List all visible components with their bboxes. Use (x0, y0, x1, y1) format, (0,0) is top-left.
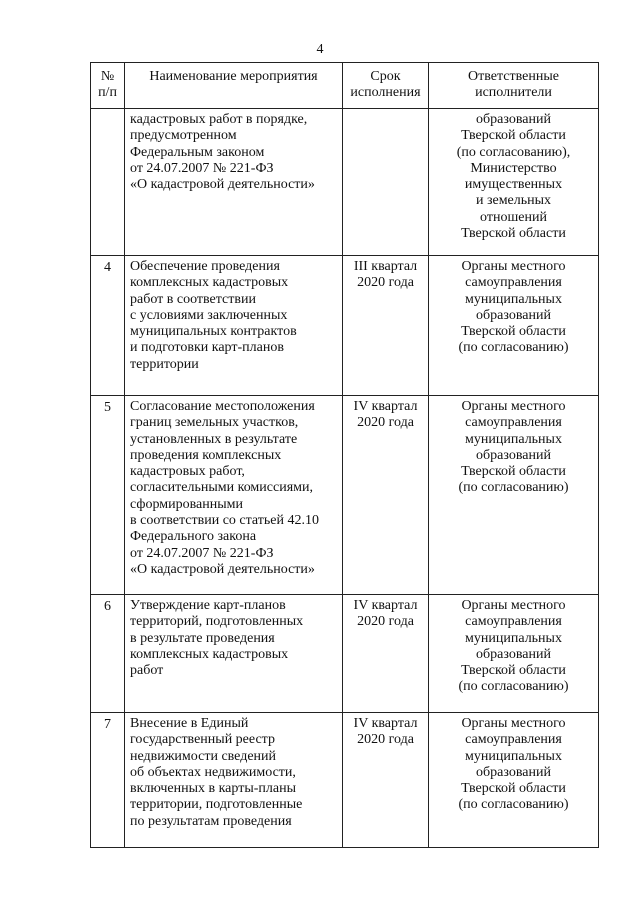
header-line: п/п (98, 85, 117, 100)
measure-name-cell (125, 396, 343, 595)
cell-line: «О кадастровой деятельности» (130, 177, 315, 193)
measure-name-cell (125, 595, 343, 713)
cell-line: (по согласованию) (458, 679, 569, 695)
table-row (91, 256, 599, 396)
cell-line: Тверской области (461, 226, 566, 242)
responsible-cell (429, 109, 599, 256)
cell-line: Федерального закона (130, 529, 257, 545)
page-number: 4 (316, 42, 324, 57)
header-line: Наименование мероприятия (149, 69, 318, 84)
deadline-cell (343, 109, 429, 256)
cell-line: имущественных (464, 177, 563, 193)
cell-line: территории (130, 356, 199, 372)
table-header-row (91, 63, 599, 109)
deadline-cell (343, 595, 429, 713)
table-row (91, 595, 599, 713)
cell-line: комплексных кадастровых (130, 275, 289, 291)
cell-line: (по согласованию) (458, 340, 569, 356)
cell-line: и земельных (475, 193, 552, 209)
cell-line: (по согласованию), (456, 144, 571, 160)
header-line: Ответственные (468, 69, 559, 84)
cell-line: (по согласованию) (458, 797, 569, 813)
cell-line: IV квартал (353, 598, 418, 613)
responsible-cell (429, 595, 599, 713)
header-line: исполнения (350, 85, 421, 100)
cell-line: сформированными (130, 496, 243, 512)
deadline-cell (343, 713, 429, 848)
cell-line: границ земельных участков, (130, 415, 299, 431)
header-line: исполнители (475, 85, 552, 100)
header-number (91, 63, 125, 109)
cell-line: Обеспечение проведения (130, 259, 280, 274)
cell-line: Утверждение карт-планов (130, 598, 286, 613)
cell-line: Органы местного (461, 259, 566, 274)
cell-line: самоуправления (465, 275, 562, 291)
measure-name-cell (125, 713, 343, 848)
cell-line: работ (130, 663, 164, 679)
cell-line: об объектах недвижимости, (130, 764, 296, 780)
cell-line: «О кадастровой деятельности» (130, 561, 315, 577)
cell-line: работ в соответствии (130, 291, 256, 307)
cell-line: образований (476, 764, 551, 780)
cell-line: муниципальных (465, 630, 562, 646)
cell-line: отношений (480, 209, 547, 225)
cell-line: комплексных кадастровых (130, 646, 289, 662)
cell-line: Внесение в Единый (130, 716, 249, 731)
cell-line: Органы местного (461, 716, 566, 731)
cell-line: территории, подготовленные (130, 797, 303, 813)
cell-line: III квартал (353, 259, 418, 274)
cell-line: Тверской области (461, 464, 566, 480)
cell-line: от 24.07.2007 № 221-ФЗ (130, 160, 274, 176)
row-number: 4 (91, 256, 125, 396)
cell-line: 2020 года (357, 275, 414, 291)
cell-line: самоуправления (465, 415, 562, 431)
table-row (91, 713, 599, 848)
table-row (91, 109, 599, 256)
cell-line: образований (476, 646, 551, 662)
cell-line: муниципальных контрактов (130, 324, 297, 340)
cell-line: IV квартал (353, 716, 418, 731)
header-measure-name (125, 63, 343, 109)
cell-line: 2020 года (357, 614, 414, 630)
cell-line: 2020 года (357, 732, 414, 748)
measure-name-cell (125, 256, 343, 396)
cell-line: Тверской области (461, 324, 566, 340)
row-number: 7 (91, 713, 125, 848)
cell-line: проведения комплексных (130, 447, 282, 463)
cell-line: муниципальных (465, 291, 562, 307)
cell-line: Органы местного (461, 399, 566, 414)
cell-line: самоуправления (465, 614, 562, 630)
deadline-cell (343, 256, 429, 396)
measure-name-cell (125, 109, 343, 256)
cell-line: территорий, подготовленных (130, 614, 304, 630)
cell-line: согласительными комиссиями, (130, 480, 313, 496)
cell-line: образований (476, 112, 551, 127)
cell-line: муниципальных (465, 431, 562, 447)
table-row (91, 396, 599, 595)
header-line: № (100, 69, 115, 84)
cell-line: Органы местного (461, 598, 566, 613)
cell-line: Министерство (470, 160, 557, 176)
row-number: 5 (91, 396, 125, 595)
responsible-cell (429, 256, 599, 396)
cell-line: образований (476, 447, 551, 463)
cell-line: с условиями заключенных (130, 307, 288, 323)
cell-line: Согласование местоположения (130, 399, 315, 414)
cell-line: в соответствии со статьей 42.10 (130, 513, 319, 529)
cell-line: государственный реестр (130, 732, 275, 748)
cell-line: кадастровых работ в порядке, (130, 112, 308, 127)
cell-line: Тверской области (461, 128, 566, 144)
cell-line: предусмотренном (130, 128, 237, 144)
cell-line: в результате проведения (130, 630, 275, 646)
cell-line: (по согласованию) (458, 480, 569, 496)
responsible-cell (429, 713, 599, 848)
row-number (91, 109, 125, 256)
cell-line: от 24.07.2007 № 221-ФЗ (130, 545, 274, 561)
cell-line: включенных в карты-планы (130, 781, 296, 797)
header-deadline (343, 63, 429, 109)
cell-line: 2020 года (357, 415, 414, 431)
cell-line: установленных в результате (130, 431, 298, 447)
cell-line: Тверской области (461, 663, 566, 679)
cell-line: по результатам проведения (130, 813, 292, 829)
cell-line: образований (476, 307, 551, 323)
cell-line: Федеральным законом (130, 144, 265, 160)
cell-line: IV квартал (353, 399, 418, 414)
header-responsible (429, 63, 599, 109)
responsible-cell (429, 396, 599, 595)
cell-line: муниципальных (465, 748, 562, 764)
cell-line: недвижимости сведений (130, 748, 277, 764)
cell-line: Тверской области (461, 781, 566, 797)
cell-line: и подготовки карт-планов (130, 340, 284, 356)
cell-line: кадастровых работ, (130, 464, 245, 480)
measures-table (90, 62, 599, 848)
row-number: 6 (91, 595, 125, 713)
cell-line: самоуправления (465, 732, 562, 748)
deadline-cell (343, 396, 429, 595)
header-line: Срок (370, 69, 401, 84)
